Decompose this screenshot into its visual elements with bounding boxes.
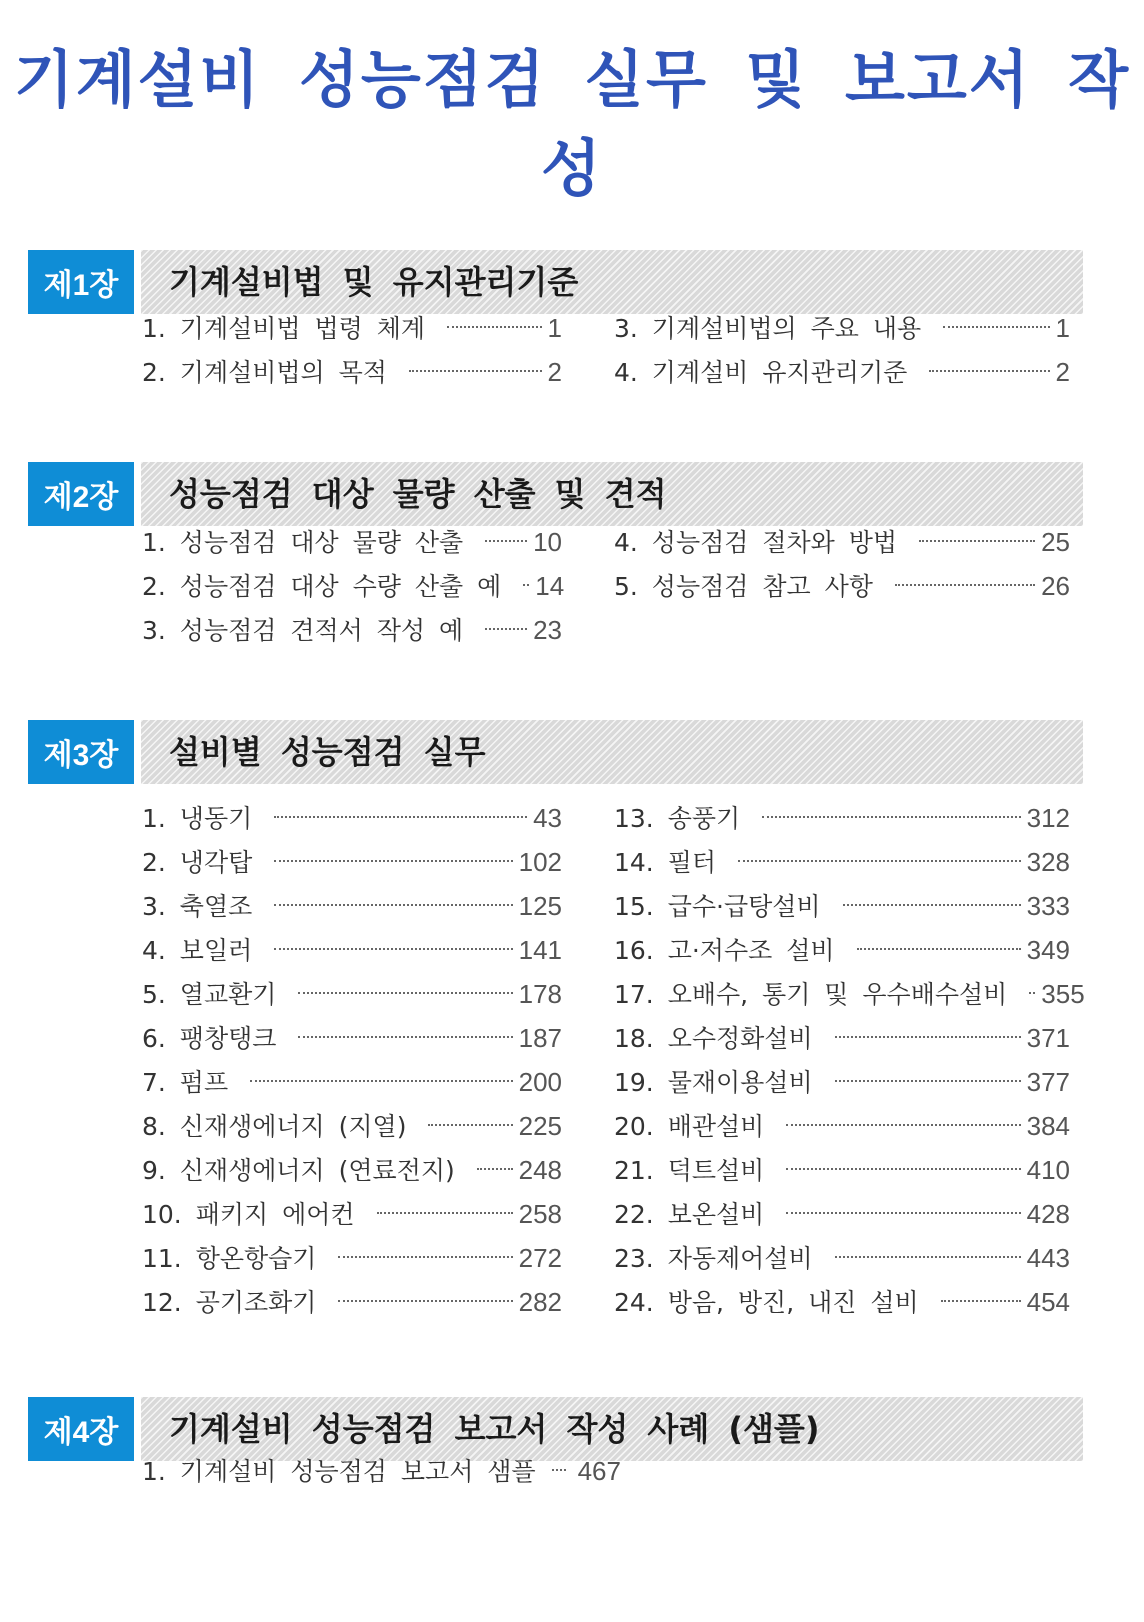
chapter-section xyxy=(28,462,1083,652)
chapter-title: 기계설비 성능점검 보고서 작성 사례 (샘플) xyxy=(169,1410,820,1448)
dot-leader xyxy=(857,948,1021,950)
toc-entry-page: 200 xyxy=(518,1067,562,1097)
toc-entry-label: 3. 성능점검 견적서 작성 예 xyxy=(142,616,464,645)
toc-entry xyxy=(614,840,1070,884)
toc-entry xyxy=(142,1060,562,1104)
toc-entry-label: 1. 기계설비법 법령 체계 xyxy=(142,314,426,343)
dot-leader xyxy=(485,628,527,630)
toc-entry-label: 15. 급수·급탕설비 xyxy=(614,892,821,921)
toc-entry-page: 428 xyxy=(1026,1199,1070,1229)
toc-entry xyxy=(614,796,1070,840)
toc-entry-label: 10. 패키지 에어컨 xyxy=(142,1200,355,1229)
toc-entry xyxy=(142,1449,621,1493)
toc-entry-page: 10 xyxy=(533,527,562,557)
chapter-title: 성능점검 대상 물량 산출 및 견적 xyxy=(169,475,667,513)
left-column xyxy=(142,1449,621,1493)
chapter-section xyxy=(28,1397,1083,1493)
toc-entry-label: 4. 성능점검 절차와 방법 xyxy=(614,528,898,557)
toc-entry-page: 248 xyxy=(518,1155,562,1185)
left-column xyxy=(142,306,562,394)
dot-leader xyxy=(298,992,512,994)
chapter-number-badge: 제3장 xyxy=(28,720,134,784)
chapter-items xyxy=(142,796,1083,1324)
toc-entry xyxy=(614,1104,1070,1148)
toc-entry-label: 7. 펌프 xyxy=(142,1068,229,1097)
toc-entry-label: 5. 열교환기 xyxy=(142,980,277,1009)
dot-leader xyxy=(835,1036,1021,1038)
toc-entry-page: 125 xyxy=(518,891,562,921)
chapter-header xyxy=(28,250,1083,314)
toc-entry-label: 1. 기계설비 성능점검 보고서 샘플 xyxy=(142,1457,536,1486)
toc-entry-label: 23. 자동제어설비 xyxy=(614,1244,813,1273)
dot-leader xyxy=(274,860,512,862)
dot-leader xyxy=(477,1168,513,1170)
toc-entry-page: 312 xyxy=(1026,803,1070,833)
toc-entry xyxy=(142,306,562,350)
left-column xyxy=(142,796,562,1324)
dot-leader xyxy=(377,1212,513,1214)
toc-entry xyxy=(142,520,562,564)
toc-entry xyxy=(142,928,562,972)
toc-entry-label: 11. 항온항습기 xyxy=(142,1244,317,1273)
toc-entry-label: 18. 오수정화설비 xyxy=(614,1024,813,1053)
dot-leader xyxy=(447,326,541,328)
toc-entry xyxy=(614,350,1070,394)
toc-entry-page: 43 xyxy=(533,803,562,833)
toc-entry xyxy=(614,1148,1070,1192)
chapter-items xyxy=(142,306,1083,394)
toc-entry-page: 443 xyxy=(1026,1243,1070,1273)
left-column xyxy=(142,520,565,652)
toc-entry-page: 2 xyxy=(1055,357,1070,387)
toc-entry-page: 282 xyxy=(518,1287,562,1317)
right-column xyxy=(614,520,1070,608)
chapter-header xyxy=(28,720,1083,784)
toc-entry-label: 14. 필터 xyxy=(614,848,717,877)
chapter-number-badge: 제1장 xyxy=(28,250,134,314)
toc-entry xyxy=(142,564,565,608)
dot-leader xyxy=(835,1080,1021,1082)
toc-entry-page: 1 xyxy=(1055,313,1070,343)
chapter-title: 설비별 성능점검 실무 xyxy=(169,733,486,771)
toc-entry-page: 178 xyxy=(518,979,562,1009)
toc-entry xyxy=(614,1192,1070,1236)
toc-entry xyxy=(614,884,1070,928)
toc-entry xyxy=(614,1016,1070,1060)
toc-entry-page: 258 xyxy=(518,1199,562,1229)
toc-entry xyxy=(142,840,562,884)
toc-entry-page: 23 xyxy=(533,615,562,645)
chapter-header xyxy=(28,462,1083,526)
chapter-number-badge: 제2장 xyxy=(28,462,134,526)
toc-entry-label: 3. 기계설비법의 주요 내용 xyxy=(614,314,922,343)
chapter-items xyxy=(142,1449,1083,1493)
toc-entry-page: 333 xyxy=(1026,891,1070,921)
dot-leader xyxy=(428,1124,512,1126)
toc-entry xyxy=(142,1016,562,1060)
toc-entry-label: 2. 냉각탑 xyxy=(142,848,253,877)
dot-leader xyxy=(298,1036,512,1038)
dot-leader xyxy=(786,1124,1020,1126)
toc-entry-label: 1. 성능점검 대상 물량 산출 xyxy=(142,528,464,557)
toc-entry-label: 2. 기계설비법의 목적 xyxy=(142,358,387,387)
right-column xyxy=(614,306,1070,394)
toc-entry-label: 3. 축열조 xyxy=(142,892,253,921)
chapter-section xyxy=(28,250,1083,394)
dot-leader xyxy=(274,948,512,950)
toc-entry-page: 141 xyxy=(518,935,562,965)
toc-entry-page: 1 xyxy=(547,313,562,343)
chapter-section xyxy=(28,720,1083,1324)
toc-entry-page: 467 xyxy=(577,1456,621,1486)
dot-leader xyxy=(762,816,1020,818)
toc-entry xyxy=(614,564,1070,608)
toc-entry-page: 349 xyxy=(1026,935,1070,965)
toc-entry xyxy=(142,796,562,840)
dot-leader xyxy=(1029,992,1035,994)
chapter-title-bar xyxy=(141,462,1083,526)
toc-entry-page: 454 xyxy=(1026,1287,1070,1317)
toc-entry xyxy=(614,306,1070,350)
toc-entry-page: 272 xyxy=(518,1243,562,1273)
toc-entry-page: 377 xyxy=(1026,1067,1070,1097)
toc-entry-page: 410 xyxy=(1026,1155,1070,1185)
toc-entry-page: 26 xyxy=(1041,571,1070,601)
right-column xyxy=(614,796,1085,1324)
dot-leader xyxy=(786,1168,1020,1170)
toc-entry xyxy=(142,350,562,394)
dot-leader xyxy=(786,1212,1020,1214)
toc-entry-page: 384 xyxy=(1026,1111,1070,1141)
toc-entry xyxy=(614,1060,1070,1104)
dot-leader xyxy=(895,584,1035,586)
dot-leader xyxy=(409,370,542,372)
toc-entry-page: 25 xyxy=(1041,527,1070,557)
chapter-title: 기계설비법 및 유지관리기준 xyxy=(169,263,579,301)
dot-leader xyxy=(274,904,512,906)
toc-entry-label: 2. 성능점검 대상 수량 산출 예 xyxy=(142,572,502,601)
toc-entry-page: 102 xyxy=(518,847,562,877)
chapter-title-bar xyxy=(141,250,1083,314)
dot-leader xyxy=(738,860,1021,862)
toc-entry-label: 12. 공기조화기 xyxy=(142,1288,317,1317)
toc-entry-page: 14 xyxy=(535,571,565,601)
dot-leader xyxy=(523,584,529,586)
toc-entry xyxy=(614,972,1085,1016)
toc-entry-label: 21. 덕트설비 xyxy=(614,1156,765,1185)
toc-entry-label: 4. 보일러 xyxy=(142,936,253,965)
toc-entry xyxy=(614,1280,1070,1324)
toc-entry xyxy=(614,928,1070,972)
toc-entry-label: 17. 오배수, 통기 및 우수배수설비 xyxy=(614,980,1008,1009)
page-title: 기계설비 성능점검 실무 및 보고서 작성 xyxy=(13,43,1131,205)
chapter-items xyxy=(142,520,1083,652)
toc-entry xyxy=(614,1236,1070,1280)
dot-leader xyxy=(485,540,527,542)
toc-entry-page: 328 xyxy=(1026,847,1070,877)
toc-entry-page: 225 xyxy=(518,1111,562,1141)
toc-entry-label: 16. 고·저수조 설비 xyxy=(614,936,835,965)
dot-leader xyxy=(919,540,1035,542)
dot-leader xyxy=(835,1256,1021,1258)
toc-entry-label: 8. 신재생에너지 (지열) xyxy=(142,1112,407,1141)
toc-entry xyxy=(142,1104,562,1148)
chapter-number-badge: 제4장 xyxy=(28,1397,134,1461)
toc-entry xyxy=(142,1148,562,1192)
dot-leader xyxy=(943,326,1049,328)
toc-entry-label: 22. 보온설비 xyxy=(614,1200,765,1229)
toc-entry xyxy=(142,972,562,1016)
dot-leader xyxy=(338,1256,512,1258)
toc-entry xyxy=(142,884,562,928)
toc-entry xyxy=(142,1236,562,1280)
toc-entry-label: 5. 성능점검 참고 사항 xyxy=(614,572,873,601)
dot-leader xyxy=(250,1080,513,1082)
dot-leader xyxy=(552,1469,566,1471)
toc-entry-label: 20. 배관설비 xyxy=(614,1112,765,1141)
toc-entry-label: 19. 물재이용설비 xyxy=(614,1068,813,1097)
toc-entry-page: 371 xyxy=(1026,1023,1070,1053)
dot-leader xyxy=(941,1300,1021,1302)
toc-entry xyxy=(142,608,562,652)
toc-entry-page: 355 xyxy=(1041,979,1085,1009)
toc-entry-label: 13. 송풍기 xyxy=(614,804,741,833)
toc-entry-label: 24. 방음, 방진, 내진 설비 xyxy=(614,1288,919,1317)
chapter-title-bar xyxy=(141,720,1083,784)
dot-leader xyxy=(843,904,1021,906)
toc-entry xyxy=(614,520,1070,564)
toc-entry-label: 6. 팽창탱크 xyxy=(142,1024,277,1053)
toc-entry xyxy=(142,1280,562,1324)
toc-entry-page: 2 xyxy=(547,357,562,387)
dot-leader xyxy=(929,370,1049,372)
dot-leader xyxy=(338,1300,512,1302)
toc-entry xyxy=(142,1192,562,1236)
toc-entry-label: 1. 냉동기 xyxy=(142,804,253,833)
toc-entry-page: 187 xyxy=(518,1023,562,1053)
toc-entry-label: 9. 신재생에너지 (연료전지) xyxy=(142,1156,455,1185)
dot-leader xyxy=(274,816,527,818)
toc-entry-label: 4. 기계설비 유지관리기준 xyxy=(614,358,908,387)
